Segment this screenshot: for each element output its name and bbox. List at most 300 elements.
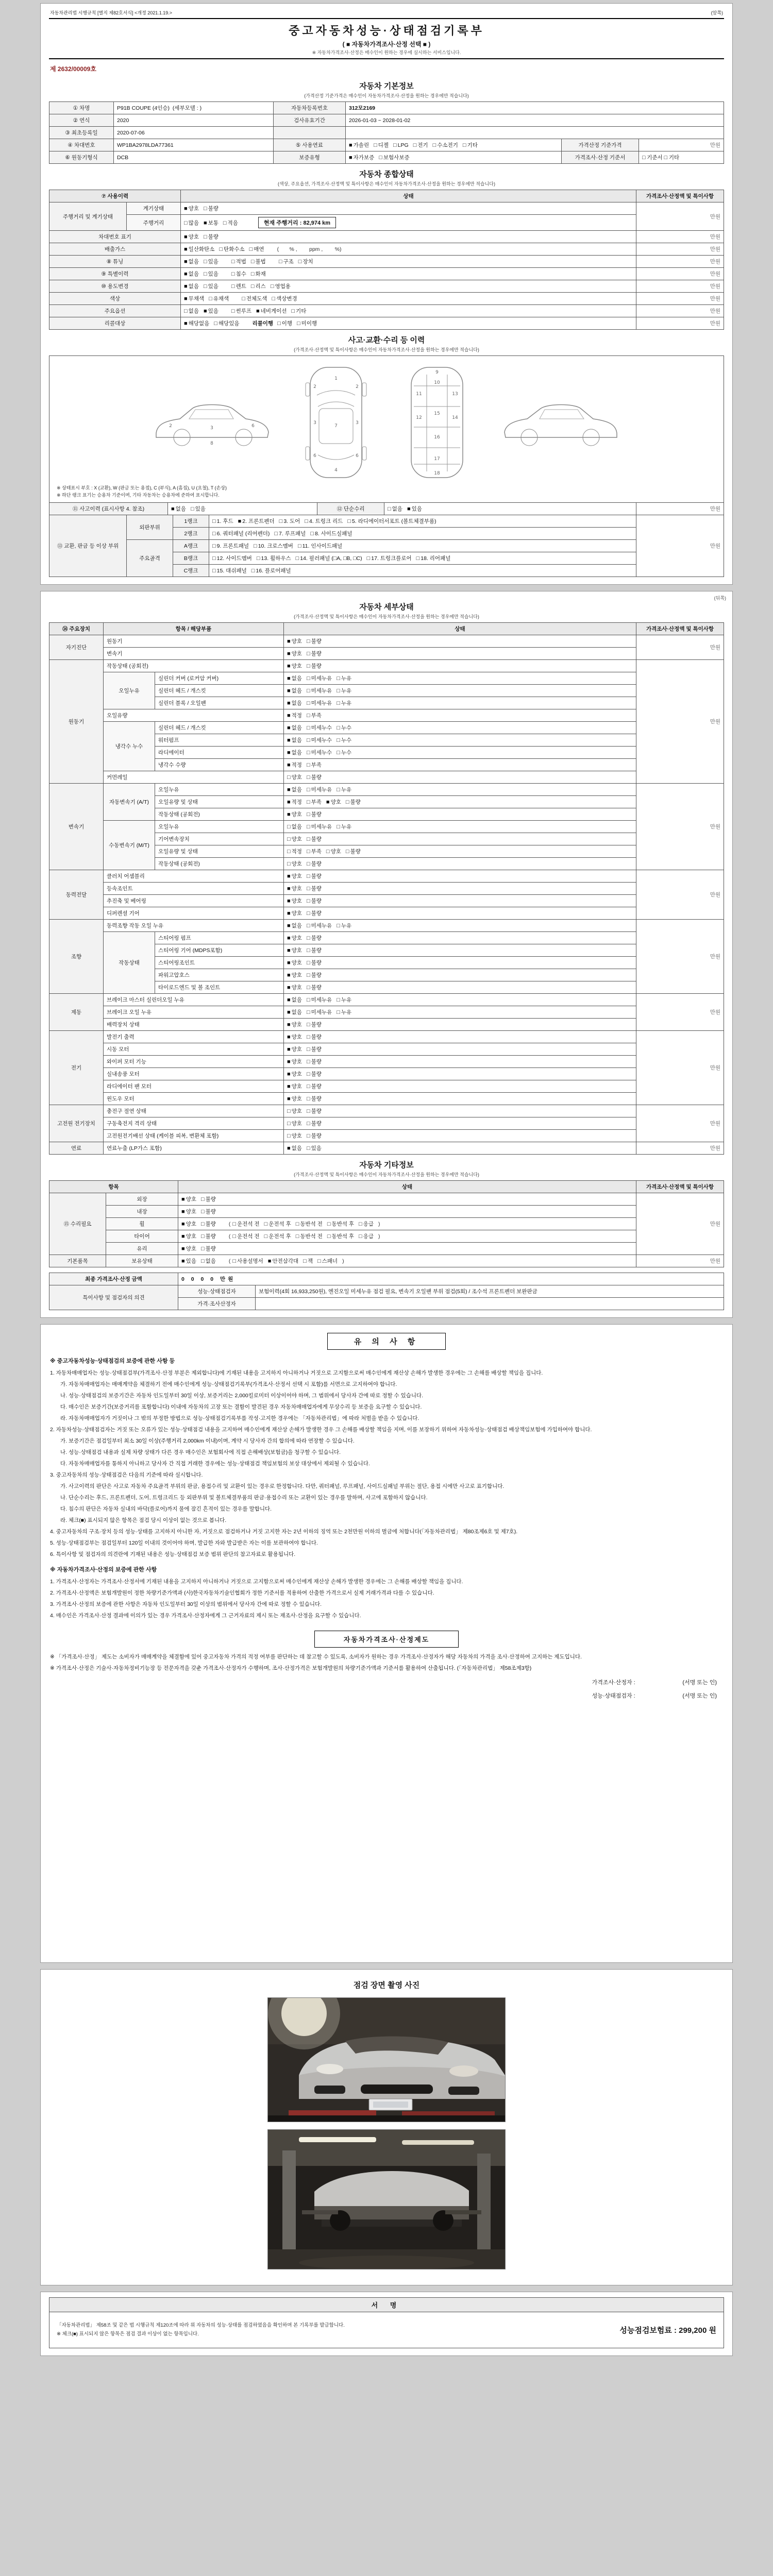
cell: 연료 — [49, 1142, 104, 1155]
notice-paragraph: 2. 가격조사·산정액은 보험개발원이 정한 차량기준가액과 (사)한국자동차기술인협회가 정한 기준서를 적용하여 산출한 가격으로서 실제 거래가격과 다를 수 있습니다. — [50, 1589, 434, 1596]
table-row — [49, 660, 724, 672]
checkbox-option: □ 누유 — [337, 675, 352, 682]
section-title-etc: 자동차 기타정보 — [359, 1161, 414, 1170]
empty-box-icon: □ — [432, 142, 436, 148]
checkbox-option: □ 기타 — [291, 308, 307, 314]
cell: ⑦ 사용이력 — [49, 190, 181, 202]
empty-box-icon: □ — [212, 555, 216, 562]
cell — [209, 515, 636, 528]
checkbox-option: ■ 양호 — [287, 947, 302, 954]
empty-box-icon: □ — [231, 271, 235, 277]
cell: 변속기 — [104, 648, 284, 660]
checkbox-option: □ 미세누유 — [306, 675, 332, 682]
svg-text:6: 6 — [356, 453, 359, 459]
table-row — [49, 1218, 724, 1230]
checkbox-option: □ 응급 — [359, 1233, 374, 1240]
cell — [284, 796, 636, 808]
empty-box-icon: □ — [298, 259, 302, 265]
checkbox-option: □ 수소전기 — [432, 142, 458, 148]
empty-box-icon: □ — [254, 543, 257, 549]
cell: 만원 — [636, 920, 724, 994]
cell — [284, 1142, 636, 1155]
checkbox-option: ■ 양호 — [287, 898, 302, 904]
checkbox-option: □ 11. 인사이드패널 — [297, 543, 343, 549]
damage-code-legend-line1: ※ 상태표시 부호 : X (교환), W (판금 또는 용접), C (부식), A (흠집), U (요철), T (손상) — [57, 485, 227, 490]
checked-box-icon: ■ — [287, 972, 291, 978]
empty-box-icon: □ — [232, 1258, 237, 1264]
checkbox-option: □ 누유 — [337, 700, 352, 706]
cell: 오일유량 및 상태 — [155, 796, 284, 808]
empty-box-icon: □ — [270, 283, 274, 290]
empty-box-icon: □ — [327, 1221, 331, 1227]
table-row — [49, 784, 724, 796]
cell: 주행거리 — [127, 215, 181, 231]
checkbox-option: □ 매연 — [249, 246, 264, 252]
photos-title: 점검 장면 촬영 사진 — [353, 1981, 420, 1990]
checkbox-option: □ 불량 — [200, 1209, 216, 1215]
checked-box-icon: ■ — [184, 259, 188, 265]
checked-box-icon: ■ — [287, 1022, 291, 1028]
checkbox-option: □ 14. 필러패널 (□A, □B, □C) — [295, 555, 362, 562]
checkbox-option: □ 디젤 — [374, 142, 389, 148]
car-side-left-diagram — [150, 393, 274, 452]
empty-box-icon: □ — [251, 568, 255, 574]
checkbox-option: □ 3. 도어 — [279, 518, 300, 524]
cell: ④ 차대번호 — [49, 139, 114, 151]
cell: 커먼레일 — [104, 771, 284, 784]
empty-box-icon: □ — [326, 849, 330, 855]
svg-text:13: 13 — [452, 392, 458, 397]
cell: 오일누유 — [155, 784, 284, 796]
cell: 윈도우 모터 — [104, 1093, 284, 1105]
checkbox-option: □ 불량 — [306, 947, 322, 954]
notice-paragraph: ※ 중고자동차성능·상태점검의 보증에 관한 사항 등 — [50, 1358, 175, 1364]
page-side-marker-back: (뒤쪽) — [714, 596, 726, 601]
checkbox-option: ■ 양호 — [287, 972, 302, 978]
empty-box-icon: □ — [200, 1209, 205, 1215]
checked-box-icon: ■ — [287, 886, 291, 892]
empty-box-icon: □ — [306, 997, 310, 1003]
checked-box-icon: ■ — [287, 1046, 291, 1053]
accident-section — [49, 502, 724, 577]
empty-box-icon: □ — [306, 762, 310, 768]
table-row — [49, 821, 724, 833]
cell — [181, 215, 636, 231]
checkbox-option: ■ 해당없음 — [184, 320, 210, 327]
cell — [284, 821, 636, 833]
detail-section — [49, 622, 724, 1155]
checkbox-option: ■ 없음 — [287, 675, 302, 682]
empty-box-icon: □ — [264, 1233, 268, 1240]
comprehensive-table — [49, 190, 724, 330]
checkbox-option: □ 불량 — [306, 774, 322, 781]
empty-box-icon: □ — [317, 1258, 321, 1264]
checked-box-icon: ■ — [287, 1096, 291, 1102]
empty-box-icon: □ — [306, 799, 310, 805]
checkbox-option: □ 누수 — [337, 725, 352, 731]
table-row — [49, 1230, 724, 1243]
cell — [178, 1206, 636, 1218]
cell: 와이퍼 모터 기능 — [104, 1056, 284, 1068]
checked-box-icon: ■ — [287, 811, 291, 818]
title-area — [49, 18, 724, 59]
checked-box-icon: ■ — [287, 638, 291, 645]
cell: 연료누출 (LP가스 포함) — [104, 1142, 284, 1155]
checked-box-icon: ■ — [184, 320, 188, 327]
empty-box-icon: □ — [306, 972, 310, 978]
empty-box-icon: □ — [203, 271, 207, 277]
checked-box-icon: ■ — [287, 787, 291, 793]
empty-box-icon: □ — [359, 1233, 362, 1240]
car-side-right-diagram — [499, 393, 623, 452]
document-subtitle: ( ■ 자동차가격조사·산정 선택 ■ ) — [342, 41, 431, 48]
cell: ■ 일산화탄소 □ 탄화수소 □ 매연 ( % , ppm , %) — [181, 243, 636, 256]
cell: 동력조향 작동 오일 누유 — [104, 920, 284, 932]
checkbox-option: ■ 양호 — [287, 910, 302, 917]
table-row — [49, 771, 724, 784]
empty-box-icon: □ — [203, 206, 207, 212]
cell: 휠 — [106, 1218, 178, 1230]
checked-box-icon: ■ — [287, 737, 291, 743]
empty-box-icon: □ — [277, 320, 281, 327]
signature-line: 성능·상태점검자 : (서명 또는 인) — [592, 1692, 717, 1699]
checkbox-option: □ 누수 — [337, 737, 352, 743]
checked-box-icon: ■ — [287, 762, 291, 768]
cell — [284, 1019, 636, 1031]
table-row — [49, 1117, 724, 1130]
empty-box-icon: □ — [306, 849, 310, 855]
document-title: 중고자동차성능·상태점검기록부 — [289, 24, 484, 37]
cell: ■ 해당없음 □ 해당있음 리콜이행 □ 이행 □ 미이행 — [181, 317, 636, 330]
cell: 외판부위 — [127, 515, 173, 540]
empty-box-icon: □ — [291, 308, 295, 314]
signature-line: 가격조사·산정자 : (서명 또는 인) — [592, 1679, 717, 1686]
checkbox-option: ■ 없음 — [184, 271, 199, 277]
empty-box-icon: □ — [306, 1121, 310, 1127]
table-row — [49, 1080, 724, 1093]
checkbox-option: □ 9. 프론트패널 — [212, 543, 249, 549]
empty-box-icon: □ — [306, 787, 310, 793]
checked-box-icon: ■ — [287, 700, 291, 706]
table-row — [49, 907, 724, 920]
empty-box-icon: □ — [310, 531, 314, 537]
empty-box-icon: □ — [242, 296, 245, 302]
checkbox-option: □ 불량 — [306, 861, 322, 867]
checkbox-option: □ 미세누유 — [306, 688, 332, 694]
cell: 수동변속기 (M/T) — [104, 821, 155, 870]
section-title-basic: 자동차 기본정보 — [359, 82, 414, 91]
empty-box-icon: □ — [337, 923, 340, 929]
checkbox-option: □ 불량 — [306, 1059, 322, 1065]
checkbox-option: □ 누유 — [337, 688, 352, 694]
svg-text:11: 11 — [416, 392, 422, 397]
checked-box-icon: ■ — [181, 1209, 185, 1215]
empty-box-icon: □ — [306, 960, 310, 966]
cell: ③ 최초등록일 — [49, 127, 114, 139]
checked-box-icon: ■ — [287, 1071, 291, 1077]
cell: 제동 — [49, 994, 104, 1031]
empty-box-icon: □ — [337, 737, 340, 743]
empty-box-icon: □ — [306, 1133, 310, 1139]
cell: 동력전달 — [49, 870, 104, 920]
notice-paragraph: 나. 성능·상태점검 내용과 실제 차량 상태가 다른 경우 매수인은 보험회사에 직접 손해배상(보험금)을 청구할 수 있습니다. — [60, 1449, 341, 1455]
empty-box-icon: □ — [295, 1221, 299, 1227]
cell: 만원 — [636, 1193, 724, 1255]
cell: 가격조사·산정액 및 특이사항 — [636, 623, 724, 635]
empty-box-icon: □ — [203, 259, 207, 265]
cell — [284, 981, 636, 994]
table-row — [49, 648, 724, 660]
svg-text:17: 17 — [434, 456, 440, 462]
checkbox-option: ■ 없음 — [287, 688, 302, 694]
empty-box-icon: □ — [306, 675, 310, 682]
notice-paragraph: 5. 성능·상태점검부는 점검일부터 120일 이내의 것이어야 하며, 발급한 자와 발급받은 자는 이를 보관하여야 합니다. — [50, 1539, 318, 1546]
empty-box-icon: □ — [231, 283, 235, 290]
document-number: 제 2632/00009호 — [50, 65, 96, 73]
table-row — [49, 672, 724, 685]
table-row — [49, 994, 724, 1006]
empty-box-icon: □ — [462, 142, 466, 148]
empty-box-icon: □ — [287, 1133, 291, 1139]
checked-box-icon: ■ — [287, 985, 291, 991]
cell: 라디에이터 — [155, 747, 284, 759]
cell: 스티어링조인트 — [155, 957, 284, 969]
cell: 상태 — [178, 1181, 636, 1193]
cell — [284, 895, 636, 907]
cell: 만원 — [636, 1255, 724, 1267]
empty-box-icon: □ — [306, 873, 310, 879]
empty-box-icon: □ — [306, 811, 310, 818]
cell: 차대번호 표기 — [49, 231, 181, 243]
checkbox-option: □ 없음 — [388, 506, 402, 512]
checkbox-option: □ 불량 — [306, 1034, 322, 1040]
exchange-repair-table — [49, 515, 724, 577]
table-row — [49, 722, 724, 734]
notice-paragraph: 라. 자동차매매업자가 거짓이나 그 밖의 부정한 방법으로 성능·상태점검기록부를 작성·고지한 경우에는 「자동차관리법」에 따라 처벌을 받을 수 있습니다. — [60, 1415, 419, 1421]
checkbox-option: ■ 양호 — [326, 799, 341, 805]
cell: 기본품목 — [49, 1255, 106, 1267]
checked-box-icon: ■ — [184, 283, 188, 290]
table-row — [49, 515, 724, 528]
cell: 312모2169 — [346, 102, 724, 114]
checkbox-option: □ 구조 — [278, 259, 294, 265]
table-row — [49, 1006, 724, 1019]
cell — [284, 1093, 636, 1105]
notice-paragraph: 다. 자동차매매업자를 통하지 아니하고 당사자 간 직접 거래한 경우에는 성능·상태점검 책임보험의 보상 대상에서 제외될 수 있습니다. — [60, 1460, 370, 1467]
cell: 2랭크 — [173, 528, 209, 540]
cell — [284, 685, 636, 697]
checkbox-option: ■ 안전삼각대 — [267, 1258, 299, 1264]
notice-paragraph: 가. 사고이력의 판단은 사고로 자동차 주요골격 부위의 판금, 용접수리 및 교환이 있는 경우로 한정합니다. 다만, 쿼터패널, 루프패널, 사이드실패널 부위는 절단, 용접 시에만 사고로 표기합니다. — [60, 1483, 505, 1489]
checkbox-option: □ 누유 — [337, 923, 352, 929]
empty-box-icon: □ — [393, 142, 397, 148]
final-price-table — [49, 1273, 724, 1310]
svg-text:12: 12 — [416, 415, 422, 420]
cell — [284, 709, 636, 722]
notice-paragraph: 다. 침수의 판단은 자동차 실내의 바닥(플로어)까지 물에 잠긴 흔적이 있는 경우를 말합니다. — [60, 1505, 272, 1512]
empty-box-icon: □ — [264, 1221, 268, 1227]
photo-car-on-lift — [268, 2130, 505, 2269]
cell — [209, 552, 636, 565]
cell: 조향 — [49, 920, 104, 994]
checkbox-option: □ 많음 — [184, 220, 199, 226]
cell: 만원 — [636, 635, 724, 660]
empty-box-icon: □ — [287, 1121, 291, 1127]
cell: 만원 — [636, 268, 724, 280]
checkbox-option: □ 불량 — [306, 663, 322, 669]
cell: 구동축전지 격리 상태 — [104, 1117, 284, 1130]
cell: 발전기 출력 — [104, 1031, 284, 1043]
checkbox-option: ■ 없음 — [287, 725, 302, 731]
cell — [384, 503, 636, 515]
checkbox-option: □ 6. 쿼터패널 (리어펜더) — [212, 531, 270, 537]
cell: 스티어링 기어 (MDPS포함) — [155, 944, 284, 957]
checkbox-option: □ 썬루프 — [231, 308, 252, 314]
checkbox-option: □ 양호 — [287, 1133, 302, 1139]
current-mileage: 현재 주행거리 : 82,974 km — [258, 217, 336, 228]
table-row — [49, 870, 724, 883]
cell — [284, 1031, 636, 1043]
checkbox-option: □ 미세누유 — [306, 923, 332, 929]
checkbox-option: □ 렌트 — [231, 283, 246, 290]
signature-notes — [57, 2321, 345, 2338]
cell: ⑮ 수리필요 — [49, 1193, 106, 1255]
checkbox-option: ■ 양호 — [287, 638, 302, 645]
checkbox-option: □ 있음 — [203, 259, 219, 265]
checkbox-option: □ 영업용 — [270, 283, 291, 290]
svg-text:1: 1 — [334, 376, 338, 381]
cell: ■ 있음 □ 없음 ( □ 사용설명서 ■ 안전삼각대 □ 잭 □ 스패너 ) — [178, 1255, 636, 1267]
notice-paragraph: 나. 성능·상태점검의 보증기간은 자동차 인도일부터 30일 이상, 보증거리는 2,000킬로미터 이상이어야 하며, 그 범위에서 당사자 간에 따로 정할 수 있습니다. — [60, 1392, 424, 1399]
cell — [346, 139, 562, 151]
cell: 최종 가격조사·산정 금액 — [49, 1273, 178, 1285]
table-row — [49, 932, 724, 944]
cell: 브레이크 오일 누유 — [104, 1006, 284, 1019]
cell — [284, 845, 636, 858]
document-subtitle-note: ※ 자동차가격조사·산정은 매수인이 원하는 경우에 실시하는 서비스입니다. — [312, 50, 461, 55]
cell: 타이로드엔드 및 볼 조인트 — [155, 981, 284, 994]
checkbox-option: □ 불량 — [306, 1121, 322, 1127]
cell — [284, 833, 636, 845]
table-row — [49, 1105, 724, 1117]
empty-box-icon: □ — [306, 1071, 310, 1077]
notice-paragraph: 가. 자동차매매업자는 매매계약을 체결하기 전에 매수인에게 성능·상태점검기록부(가격조사·산정서 선택 시 포함)를 서면으로 고지하여야 합니다. — [60, 1381, 397, 1387]
cell — [181, 305, 636, 317]
checked-box-icon: ■ — [181, 1221, 185, 1227]
empty-box-icon: □ — [212, 531, 216, 537]
checkbox-option: □ 불량 — [306, 836, 322, 842]
cell: 만원 — [636, 870, 724, 920]
cell — [284, 994, 636, 1006]
empty-box-icon: □ — [366, 555, 371, 562]
checkbox-option: □ 15. 대쉬패널 — [212, 568, 247, 574]
notice-paragraph: 6. 특이사항 및 점검자의 의견란에 기재된 내용은 성능·상태점검 보증 범위 판단의 참고자료로 활용됩니다. — [50, 1551, 296, 1557]
cell — [284, 870, 636, 883]
cell: ⑬ 교환, 판금 등 이상 부위 — [49, 515, 127, 577]
cell: 냉각수 수량 — [155, 759, 284, 771]
cell — [284, 883, 636, 895]
notice-paragraph: 1. 가격조사·산정자는 가격조사·산정서에 기재된 내용을 고지하지 아니하거나 거짓으로 고지함으로써 매수인에게 재산상 손해가 발생한 경우에는 그 손해를 배상할 책임을 집니다. — [50, 1578, 463, 1585]
cell: 오일유량 — [104, 709, 284, 722]
cell — [181, 256, 636, 268]
checkbox-option: □ 미세누수 — [306, 725, 332, 731]
checkbox-option: ■ 가솔린 — [349, 142, 369, 148]
svg-text:8: 8 — [210, 440, 213, 446]
cell: 상태 — [181, 190, 636, 202]
table-row — [49, 256, 724, 268]
checkbox-option: □ 색상변경 — [272, 296, 297, 302]
cell: 스티어링 펌프 — [155, 932, 284, 944]
empty-box-icon: □ — [200, 1221, 205, 1227]
cell: ② 연식 — [49, 114, 114, 127]
checkbox-option: ■ 무채색 — [184, 296, 205, 302]
section-note-etc: (가격조사·산정액 및 특이사항은 매수인이 자동차가격조사·산정을 원하는 경우에만 적습니다) — [294, 1172, 479, 1177]
checkbox-option: □ 해당있음 — [214, 320, 240, 327]
final-price-section — [49, 1273, 724, 1310]
checkbox-option: □ 부족 — [306, 799, 322, 805]
empty-box-icon: □ — [306, 1034, 310, 1040]
checkbox-option: □ 누유 — [337, 787, 352, 793]
cell: □ 기준서 □ 기타 — [639, 151, 724, 164]
cell — [284, 920, 636, 932]
checkbox-option: ■ 없음 — [184, 283, 199, 290]
cell: A랭크 — [173, 540, 209, 552]
car-damage-diagrams — [55, 360, 718, 483]
empty-box-icon: □ — [223, 220, 227, 226]
page-signature — [40, 2292, 733, 2356]
empty-box-icon: □ — [203, 234, 207, 240]
checkbox-option: □ 불량 — [306, 935, 322, 941]
cell: 오일누유 — [155, 821, 284, 833]
checked-box-icon: ■ — [181, 1258, 185, 1264]
empty-box-icon: □ — [200, 1233, 205, 1240]
page-basic-and-history — [40, 3, 733, 585]
empty-box-icon: □ — [287, 774, 291, 781]
cell: 원동기 — [49, 660, 104, 784]
checkbox-option: □ 불량 — [306, 1108, 322, 1114]
empty-box-icon: □ — [345, 849, 349, 855]
table-row — [49, 1285, 724, 1298]
checked-box-icon: ■ — [287, 997, 291, 1003]
cell — [284, 1043, 636, 1056]
svg-text:2: 2 — [356, 384, 359, 389]
checkbox-option: □ 적정 — [287, 849, 302, 855]
checked-box-icon: ■ — [349, 142, 352, 148]
checkbox-option: □ 누유 — [337, 824, 352, 830]
price-system-body — [49, 1653, 724, 1673]
checked-box-icon: ■ — [287, 947, 291, 954]
checkbox-option: □ 불량 — [306, 811, 322, 818]
cell: 배력장치 상태 — [104, 1019, 284, 1031]
checkbox-option: □ 불량 — [306, 898, 322, 904]
cell: 만원 — [636, 994, 724, 1031]
cell: 클러치 어셈블리 — [104, 870, 284, 883]
fee-label: 성능점검보험료 : — [619, 2326, 677, 2335]
cell: 유리 — [106, 1243, 178, 1255]
empty-box-icon: □ — [231, 308, 235, 314]
cell — [284, 660, 636, 672]
empty-box-icon: □ — [337, 1009, 340, 1015]
cell: 만원 — [636, 280, 724, 293]
law-reference — [49, 9, 724, 18]
empty-box-icon: □ — [250, 271, 255, 277]
cell: 주행거리 및 계기상태 — [49, 202, 127, 231]
checkbox-option: ■ 적정 — [287, 713, 302, 719]
checkbox-option: □ 전기 — [413, 142, 428, 148]
checked-box-icon: ■ — [256, 308, 260, 314]
checked-box-icon: ■ — [181, 1233, 185, 1240]
cell — [284, 969, 636, 981]
